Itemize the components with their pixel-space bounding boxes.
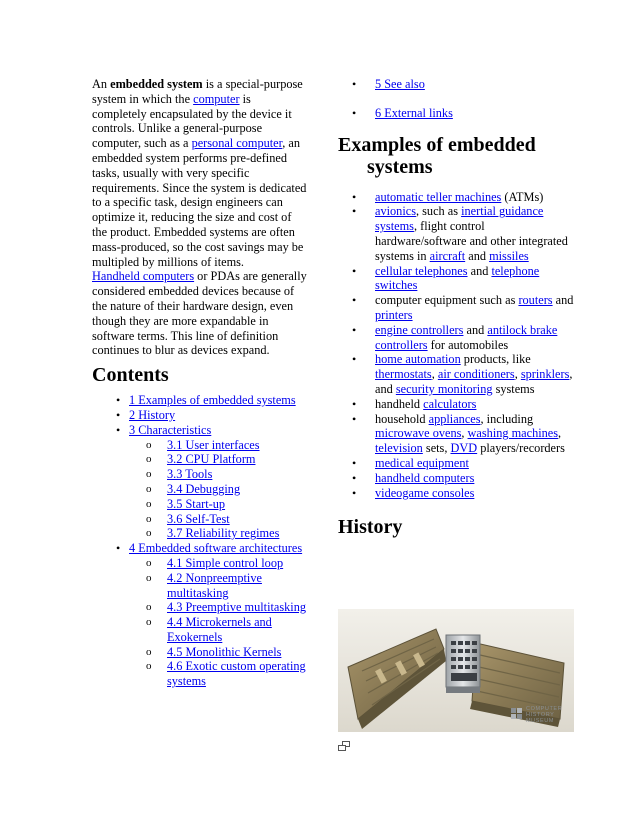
telephone-switches-link[interactable]: telephone switches xyxy=(375,263,540,293)
intro-text: is a special-purpose system in which the xyxy=(92,77,303,106)
videogame-consoles-link[interactable]: videogame consoles xyxy=(375,485,475,500)
list-text: for automobiles xyxy=(427,337,509,352)
toc-subitem xyxy=(129,497,307,512)
embedded-hardware-image xyxy=(338,609,574,732)
list-text: , xyxy=(431,367,438,382)
atm-link[interactable]: automatic teller machines xyxy=(375,189,502,204)
list-text: and xyxy=(552,293,574,308)
toc-item xyxy=(92,423,307,541)
handheld-computers-link[interactable]: Handheld computers xyxy=(92,269,195,284)
handheld-computers-link-2[interactable]: handheld computers xyxy=(375,470,475,485)
list-text: and xyxy=(465,248,490,263)
list-text: household xyxy=(375,411,429,426)
toc-link-simple-loop[interactable]: 4.1 Simple control loop xyxy=(167,555,284,570)
history-photo[interactable] xyxy=(338,609,574,732)
toc-link-external-links[interactable]: 6 External links xyxy=(375,105,453,120)
toc-link-reliability[interactable]: 3.7 Reliability regimes xyxy=(167,526,280,541)
engine-controllers-link[interactable]: engine controllers xyxy=(375,322,464,337)
left-column xyxy=(92,77,307,689)
list-text: handheld xyxy=(375,396,424,411)
list-item xyxy=(338,352,574,396)
intro-paragraph xyxy=(92,77,307,269)
contents-heading: Contents xyxy=(92,364,169,387)
toc-continued-list xyxy=(338,77,574,121)
antilock-brake-link[interactable]: antilock brake controllers xyxy=(375,322,558,352)
enlarge-image-icon[interactable] xyxy=(338,738,350,748)
air-conditioners-link[interactable]: air conditioners xyxy=(437,367,515,382)
toc-subitem xyxy=(129,438,307,453)
toc-link-tools[interactable]: 3.3 Tools xyxy=(167,467,213,482)
list-text: , xyxy=(461,426,468,441)
toc-sublist xyxy=(129,556,307,689)
list-item xyxy=(338,264,574,294)
sprinklers-link[interactable]: sprinklers xyxy=(520,367,570,382)
toc-link-exotic-os[interactable]: 4.6 Exotic custom operating systems xyxy=(167,659,306,689)
list-item xyxy=(338,293,574,323)
toc-link-characteristics[interactable]: 3 Characteristics xyxy=(129,422,212,437)
avionics-link[interactable]: avionics xyxy=(375,204,416,219)
list-text: sets, xyxy=(422,441,451,456)
toc-subitem xyxy=(129,452,307,467)
dvd-link[interactable]: DVD xyxy=(450,441,478,456)
list-item xyxy=(338,323,574,353)
list-item xyxy=(338,456,574,471)
toc-item xyxy=(338,106,574,121)
aircraft-link[interactable]: aircraft xyxy=(429,248,466,263)
home-automation-link[interactable]: home automation xyxy=(375,352,461,367)
security-monitoring-link[interactable]: security monitoring xyxy=(395,381,493,396)
toc-subitem xyxy=(129,645,307,660)
calculators-link[interactable]: calculators xyxy=(423,396,477,411)
toc-link-history[interactable]: 2 History xyxy=(129,407,176,422)
toc-link-start-up[interactable]: 3.5 Start-up xyxy=(167,496,226,511)
toc-link-microkernels[interactable]: 4.4 Microkernels and Exokernels xyxy=(167,615,272,644)
washing-machines-link[interactable]: washing machines xyxy=(467,426,559,441)
list-item xyxy=(338,204,574,263)
personal-computer-link[interactable]: personal computer xyxy=(191,136,283,151)
list-item xyxy=(338,190,574,205)
list-text: , including xyxy=(480,411,534,426)
toc-link-user-interfaces[interactable]: 3.1 User interfaces xyxy=(167,437,260,452)
list-text: , xyxy=(514,367,521,382)
toc-item xyxy=(92,541,307,689)
list-text: products, like xyxy=(460,352,531,367)
computer-link[interactable]: computer xyxy=(193,91,240,106)
right-column xyxy=(338,77,574,538)
toc-link-preemptive[interactable]: 4.3 Preemptive multitasking xyxy=(167,600,307,615)
list-item xyxy=(338,397,574,412)
list-item xyxy=(338,412,574,456)
toc-subitem xyxy=(129,556,307,571)
toc-subitem xyxy=(129,512,307,527)
intro-text: An xyxy=(92,77,111,91)
toc-link-see-also[interactable]: 5 See also xyxy=(375,77,425,91)
toc-subitem xyxy=(129,482,307,497)
toc-link-cpu-platform[interactable]: 3.2 CPU Platform xyxy=(167,452,256,467)
list-item xyxy=(338,471,574,486)
toc-link-nonpreemptive[interactable]: 4.2 Nonpreemptive multitasking xyxy=(167,570,262,600)
list-item xyxy=(338,486,574,501)
toc-subitem xyxy=(129,526,307,541)
toc-subitem xyxy=(129,467,307,482)
intro-text: is completely encapsulated by the device it controls. Unlike a general-purpose computer, such as a xyxy=(92,91,292,151)
toc-link-monolithic[interactable]: 4.5 Monolithic Kernels xyxy=(167,644,282,659)
examples-heading-line1: Examples of embedded xyxy=(338,133,536,156)
toc-subitem xyxy=(129,571,307,601)
svg-text:COMPUTER: COMPUTER xyxy=(526,706,563,712)
intro-bold-term: embedded system xyxy=(110,77,203,91)
toc-link-debugging[interactable]: 3.4 Debugging xyxy=(167,481,241,496)
list-text: , such as xyxy=(415,204,462,219)
list-text: and xyxy=(463,322,488,337)
toc-item xyxy=(92,393,307,408)
list-text: and xyxy=(467,263,492,278)
toc-subitem xyxy=(129,659,307,689)
toc-subitem xyxy=(129,600,307,615)
toc-link-examples[interactable]: 1 Examples of embedded systems xyxy=(129,393,296,408)
list-text: , flight control hardware/software and other integrated systems in xyxy=(375,219,568,263)
pda-paragraph xyxy=(92,269,307,358)
microwave-ovens-link[interactable]: microwave ovens xyxy=(375,426,462,441)
cellular-telephones-link[interactable]: cellular telephones xyxy=(375,263,468,278)
toc-list xyxy=(92,393,307,689)
intro-text: , an embedded system performs pre-defined tasks, usually with very specific requirements. Since the system is dedicated to a specific task, design engineers can optimize it, reducing the size and cost of the product. Embedded systems are often mass-produced, so the cost savings may be multipled by millions of items. xyxy=(92,136,307,269)
missiles-link[interactable]: missiles xyxy=(489,248,529,263)
toc-sublist xyxy=(129,438,307,542)
list-text: players/recorders xyxy=(477,441,565,456)
list-text: (ATMs) xyxy=(501,189,544,204)
toc-item xyxy=(92,408,307,423)
svg-text:HISTORY: HISTORY xyxy=(526,712,555,718)
medical-equipment-link[interactable]: medical equipment xyxy=(375,455,469,470)
routers-link[interactable]: routers xyxy=(518,293,553,308)
list-text: computer equipment such as xyxy=(375,293,519,308)
list-text: systems xyxy=(492,381,535,396)
toc-link-self-test[interactable]: 3.6 Self-Test xyxy=(167,511,230,526)
television-link[interactable]: television xyxy=(375,441,423,456)
examples-heading xyxy=(338,134,574,178)
svg-text:MUSEUM: MUSEUM xyxy=(526,718,555,724)
toc-item xyxy=(338,77,574,92)
toc-subitem xyxy=(129,615,307,645)
list-text: , and xyxy=(375,367,573,396)
inertial-guidance-link[interactable]: inertial guidance systems xyxy=(375,204,544,234)
toc-link-architectures[interactable]: 4 Embedded software architectures xyxy=(129,541,303,556)
history-heading: History xyxy=(338,516,403,539)
appliances-link[interactable]: appliances xyxy=(428,411,481,426)
thermostats-link[interactable]: thermostats xyxy=(375,367,432,382)
printers-link[interactable]: printers xyxy=(375,307,413,322)
examples-heading-line2: systems xyxy=(367,155,433,178)
examples-list xyxy=(338,190,574,501)
pda-text: or PDAs are generally considered embedded devices because of the nature of their hardware design, even though they are more expandable in software terms. This line of definition continues to blur as devices expand. xyxy=(92,269,307,358)
list-text: , xyxy=(558,426,562,441)
